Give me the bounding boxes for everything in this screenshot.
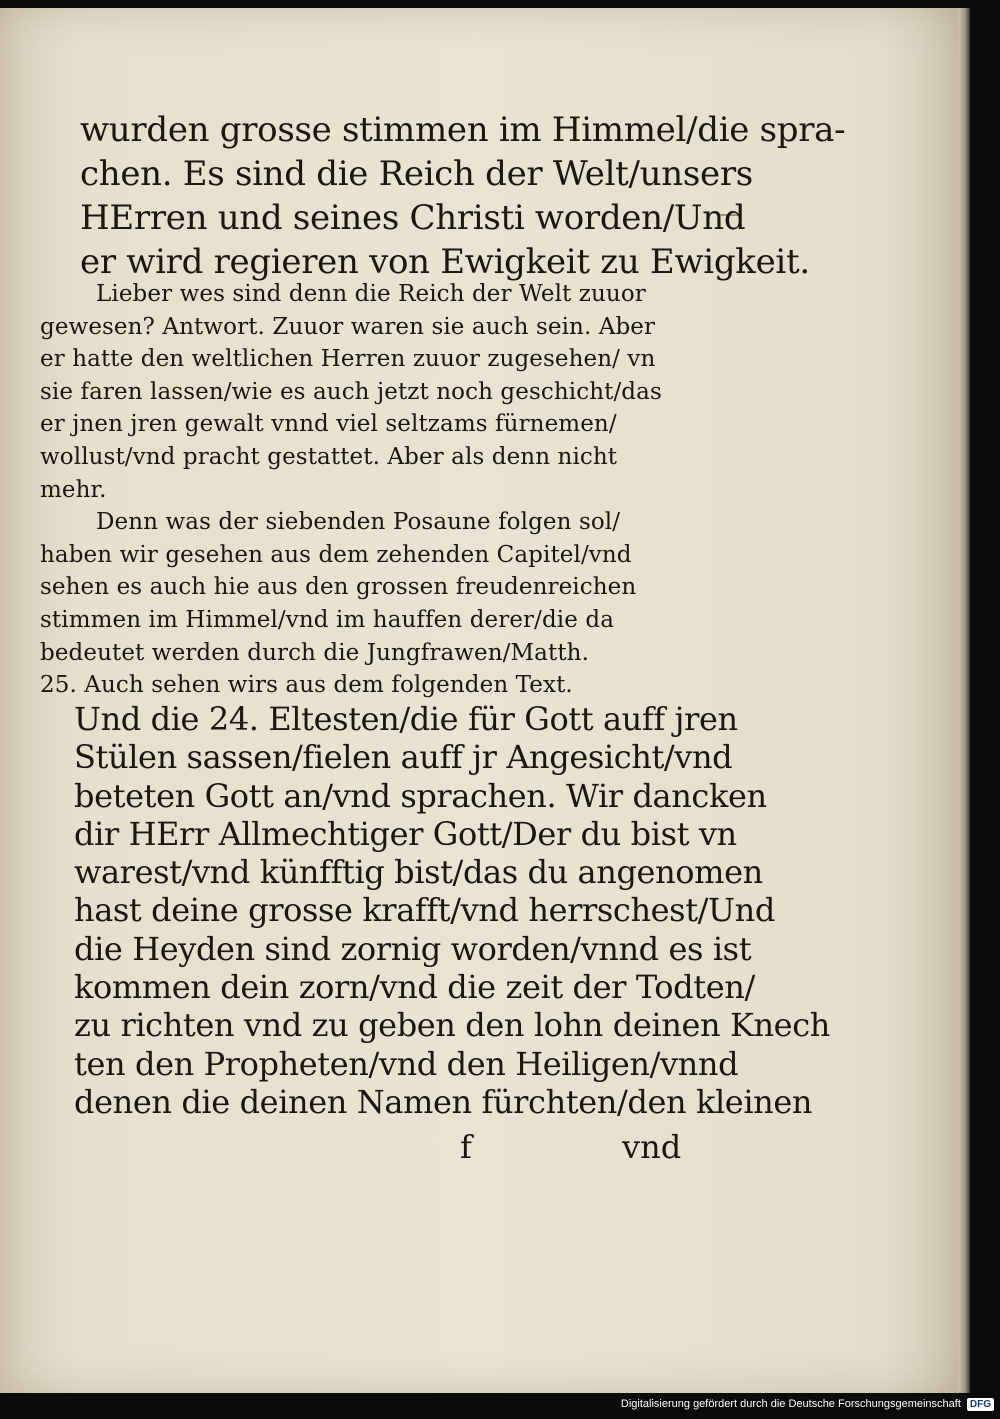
text-line: haben wir gesehen aus dem zehenden Capitel/vnd: [40, 541, 632, 568]
text-line: gewesen? Antwort. Zuuor waren sie auch sein. Aber: [40, 313, 656, 340]
text-line: Stülen sassen/fielen auff jr Angesicht/vnd: [74, 738, 733, 777]
scripture-verse-top: [80, 108, 845, 284]
text-line: zu richten vnd zu geben den lohn deinen Knech: [74, 1006, 830, 1045]
commentary-block: [40, 278, 662, 702]
text-line: dir HErr Allmechtiger Gott/Der du bist vn: [74, 814, 737, 853]
scripture-verse-bottom: [74, 700, 830, 1121]
text-line: bedeutet werden durch die Jungfrawen/Matth.: [40, 639, 589, 666]
text-line: ten den Propheten/vnd den Heiligen/vnnd: [74, 1044, 739, 1083]
text-line: HErren und seines Christi worden/Und: [80, 198, 746, 238]
text-line: er hatte den weltlichen Herren zuuor zugesehen/ vn: [40, 346, 656, 373]
page-right-edge: [958, 8, 970, 1393]
text-line: warest/vnd künfftig bist/das du angenomen: [74, 853, 763, 892]
text-line: Lieber wes sind denn die Reich der Welt zuuor: [96, 281, 646, 307]
text-line: kommen dein zorn/vnd die zeit der Todten/: [74, 968, 755, 1007]
text-line: er wird regieren von Ewigkeit zu Ewigkeit.: [80, 242, 810, 282]
text-line: stimmen im Himmel/vnd im hauffen derer/die da: [40, 606, 615, 633]
text-line: die Heyden sind zornig worden/vnnd es ist: [74, 929, 752, 968]
text-line: 25. Auch sehen wirs aus dem folgenden Text.: [40, 672, 573, 699]
digitization-footer: [621, 1395, 994, 1413]
signature-mark: f: [460, 1128, 472, 1166]
text-line: mehr.: [40, 476, 107, 503]
text-line: sie faren lassen/wie es auch jetzt noch geschicht/das: [40, 378, 662, 405]
text-line: beteten Gott an/vnd sprachen. Wir dancken: [74, 776, 767, 815]
text-line: hast deine grosse krafft/vnd herrschest/Und: [74, 891, 775, 930]
dfg-logo: DFG: [967, 1398, 994, 1411]
text-line: Und die 24. Eltesten/die für Gott auff jren: [74, 700, 738, 738]
catchword: vnd: [622, 1128, 682, 1166]
text-line: sehen es auch hie aus den grossen freudenreichen: [40, 574, 637, 601]
text-line: chen. Es sind die Reich der Welt/unsers: [80, 154, 753, 194]
text-line: wollust/vnd pracht gestattet. Aber als denn nicht: [40, 443, 618, 470]
text-line: denen die deinen Namen fürchten/den kleinen: [74, 1082, 813, 1121]
text-line: wurden grosse stimmen im Himmel/die spra-: [80, 110, 846, 150]
footer-text: Digitalisierung gefördert durch die Deutsche Forschungsgemeinschaft: [620, 1398, 961, 1410]
text-line: er jnen jren gewalt vnnd viel seltzams fürnemen/: [40, 411, 617, 438]
text-line: Denn was der siebenden Posaune folgen sol/: [96, 509, 621, 536]
